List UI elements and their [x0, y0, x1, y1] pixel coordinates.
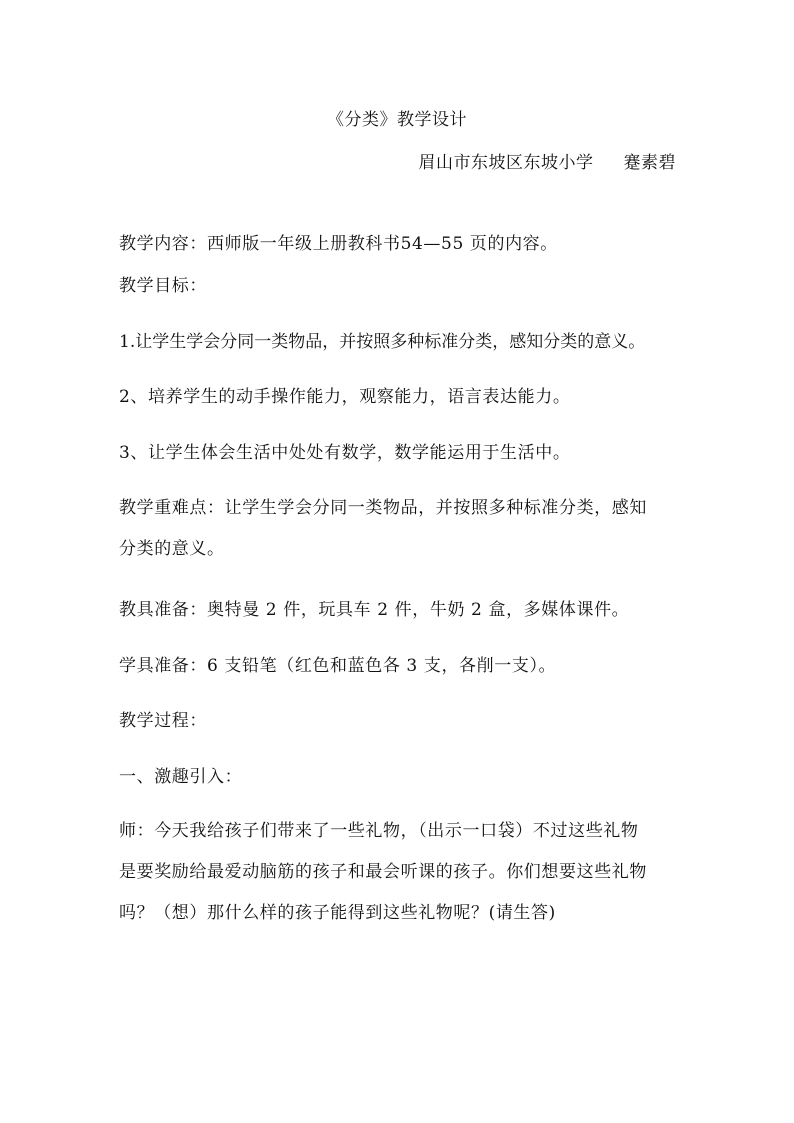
document-title: 《分类》教学设计 [327, 110, 467, 130]
school-name: 眉山市东坡区东坡小学 [418, 153, 594, 173]
teaching-content: 教学内容：西师版一年级上册教科书54—55 页的内容。 [119, 234, 558, 254]
student-tools: 学具准备：6 支铅笔（红色和蓝色各 3 支，各削一支）。 [119, 656, 557, 676]
goals-heading: 教学目标： [119, 276, 207, 296]
section-1-heading: 一、激趣引入： [119, 767, 243, 787]
key-points-paragraph [119, 488, 679, 570]
section-1-line: 吗？（想）那什么样的孩子能得到这些礼物呢？(请生答) [119, 903, 556, 923]
goal-item-2: 2、培养学生的动手操作能力，观察能力，语言表达能力。 [119, 387, 571, 407]
author-line [419, 148, 677, 173]
key-points-line: 教学重难点：让学生学会分同一类物品，并按照多种标准分类，感知 [119, 498, 647, 518]
teacher-tools: 教具准备：奥特曼 2 件，玩具车 2 件，牛奶 2 盒，多媒体课件。 [119, 600, 630, 620]
goal-item-1: 1.让学生学会分同一类物品，并按照多种标准分类，感知分类的意义。 [119, 332, 646, 352]
section-1-line: 师：今天我给孩子们带来了一些礼物，（出示一口袋）不过这些礼物 [119, 821, 639, 841]
goal-item-3: 3、让学生体会生活中处处有数学，数学能运用于生活中。 [119, 443, 571, 463]
process-heading: 教学过程： [119, 711, 207, 731]
author-name: 蹇素碧 [623, 153, 676, 173]
key-points-line: 分类的意义。 [119, 539, 225, 559]
section-1-line: 是要奖励给最爱动脑筋的孩子和最会听课的孩子。你们想要这些礼物 [119, 862, 647, 882]
section-1-paragraph [119, 811, 679, 934]
